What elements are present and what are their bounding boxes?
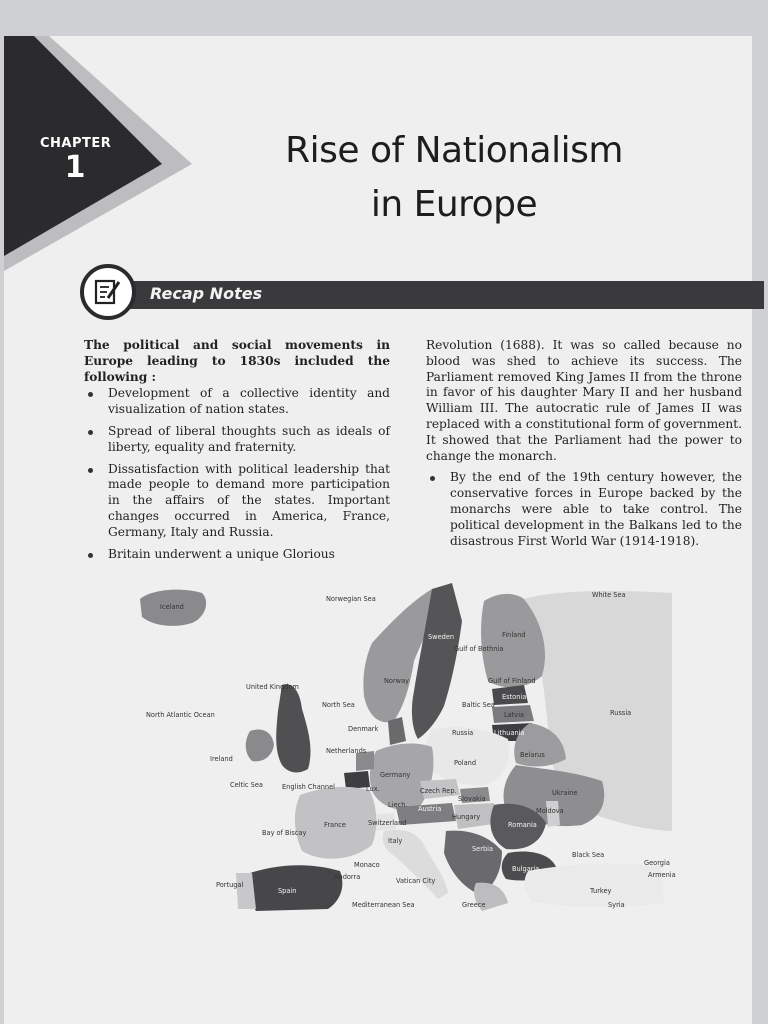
- map-label-bulgaria: Bulgaria: [512, 865, 540, 873]
- map-label-north-atlantic: North Atlantic Ocean: [146, 711, 215, 719]
- list-item: Britain underwent a unique Glorious: [84, 547, 390, 563]
- map-label-united-kingdom: United Kingdom: [246, 683, 299, 691]
- left-bullet-list: [84, 386, 390, 562]
- europe-map: [132, 581, 676, 911]
- map-label-vatican: Vatican City: [396, 877, 436, 885]
- title-line-1: Rise of Nationalism: [285, 130, 623, 171]
- left-column: [84, 338, 390, 568]
- map-label-romania: Romania: [508, 821, 537, 829]
- page-title: [234, 124, 674, 232]
- map-label-greece: Greece: [462, 901, 486, 909]
- right-bullet-list: [426, 470, 742, 549]
- map-label-norway: Norway: [384, 677, 410, 685]
- map-label-slovakia: Slovakia: [458, 795, 486, 803]
- list-item: Spread of liberal thoughts such as ideals of liberty, equality and fraternity.: [84, 424, 390, 456]
- list-item: Dissatisfaction with political leadership that made people to demand more participation in the affairs of the states. Important changes occurred in America, France, Germany, Italy and Russia.: [84, 462, 390, 541]
- bullet-icon: [88, 392, 93, 397]
- map-label-bay-biscay: Bay of Biscay: [262, 829, 307, 837]
- map-label-hungary: Hungary: [452, 813, 481, 821]
- list-item: By the end of the 19th century however, the conservative forces in Europe backed by the monarchs were able to take control. The political development in the Balkans led to the disastrous First World War (1914-1918).: [426, 470, 742, 549]
- continuation-paragraph: Revolution (1688). It was so called because no blood was shed to achieve its success. The Parliament removed King James II from the throne in favor of his daughter Mary II and her husband William III. The autocratic rule of James II was replaced with a constitutional form of government. It showed that the Parliament had the power to change the monarch.: [426, 338, 742, 463]
- map-label-belarus: Belarus: [520, 751, 545, 759]
- map-label-liech: Liech.: [388, 801, 408, 809]
- map-label-lux: Lux.: [366, 785, 380, 793]
- map-label-gulf-bothnia: Gulf of Bothnia: [454, 645, 504, 653]
- map-label-ukraine: Ukraine: [552, 789, 578, 797]
- map-label-andorra: Andorra: [334, 873, 361, 881]
- map-label-serbia: Serbia: [472, 845, 494, 853]
- map-label-finland: Finland: [502, 631, 526, 639]
- map-label-moldova: Moldova: [536, 807, 564, 815]
- bullet-icon: [88, 430, 93, 435]
- chapter-label: CHAPTER: [40, 136, 112, 151]
- map-label-english-channel: English Channel: [282, 783, 335, 791]
- map-region-uk: [276, 684, 310, 772]
- map-label-baltic-sea: Baltic Sea: [462, 701, 495, 709]
- map-label-france: France: [324, 821, 346, 829]
- map-region-turkey: [525, 864, 664, 908]
- textbook-page: [4, 36, 752, 1024]
- map-label-russia-kaliningrad: Russia: [452, 729, 474, 737]
- map-region-ireland: [246, 730, 274, 762]
- map-label-denmark: Denmark: [348, 725, 379, 733]
- map-label-lithuania: Lithuania: [494, 729, 525, 737]
- map-label-estonia: Estonia: [502, 693, 527, 701]
- map-label-syria: Syria: [608, 901, 625, 909]
- map-label-georgia: Georgia: [644, 859, 670, 867]
- map-label-netherlands: Netherlands: [326, 747, 367, 755]
- map-label-iceland: Iceland: [160, 603, 184, 611]
- map-label-czech-rep: Czech Rep.: [420, 787, 457, 795]
- chapter-number: 1: [64, 150, 86, 185]
- map-label-armenia: Armenia: [648, 871, 676, 879]
- map-label-celtic-sea: Celtic Sea: [230, 781, 263, 789]
- map-label-portugal: Portugal: [216, 881, 244, 889]
- bullet-icon: [88, 468, 93, 473]
- lead-paragraph: The political and social movements in Europe leading to 1830s included the following :: [84, 338, 390, 384]
- map-label-germany: Germany: [380, 771, 411, 779]
- map-label-monaco: Monaco: [354, 861, 380, 869]
- map-region-denmark: [388, 717, 406, 745]
- map-label-black-sea: Black Sea: [572, 851, 605, 859]
- map-label-austria: Austria: [418, 805, 442, 813]
- map-label-med-sea: Mediterranean Sea: [352, 901, 415, 909]
- map-label-turkey: Turkey: [590, 887, 612, 895]
- list-item: Development of a collective identity and visualization of nation states.: [84, 386, 390, 418]
- title-line-2: in Europe: [370, 184, 538, 225]
- map-label-russia: Russia: [610, 709, 632, 717]
- recap-notes-heading: Recap Notes: [150, 284, 263, 303]
- map-label-italy: Italy: [388, 837, 403, 845]
- map-label-norwegian-sea: Norwegian Sea: [326, 595, 376, 603]
- bullet-icon: [430, 476, 435, 481]
- map-label-latvia: Latvia: [504, 711, 525, 719]
- map-label-gulf-finland: Gulf of Finland: [488, 677, 536, 685]
- map-label-spain: Spain: [278, 887, 297, 895]
- right-column: [426, 338, 742, 555]
- map-label-switzerland: Switzerland: [368, 819, 407, 827]
- map-label-north-sea: North Sea: [322, 701, 355, 709]
- notepad-pencil-icon: [80, 264, 136, 320]
- bullet-icon: [88, 553, 93, 558]
- map-label-poland: Poland: [454, 759, 477, 767]
- map-label-white-sea: White Sea: [592, 591, 626, 599]
- map-label-ireland: Ireland: [210, 755, 233, 763]
- map-label-sweden: Sweden: [428, 633, 455, 641]
